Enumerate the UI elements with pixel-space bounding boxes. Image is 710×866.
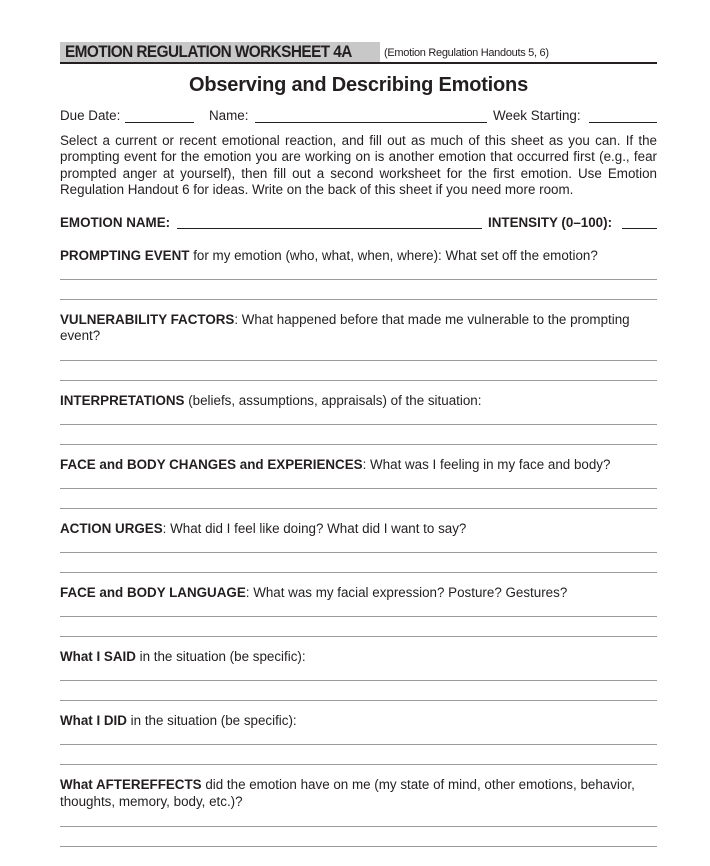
vulnerability-factors-answer-line[interactable] (60, 380, 657, 381)
week-starting-field[interactable] (589, 122, 657, 123)
interpretations-answer-line[interactable] (60, 424, 657, 425)
worksheet-label: EMOTION REGULATION WORKSHEET 4A (65, 43, 352, 61)
intensity-label: INTENSITY (0–100): (488, 215, 613, 230)
header-title-box (60, 42, 380, 62)
face-body-changes-prompt: FACE and BODY CHANGES and EXPERIENCES: What was I feeling in my face and body? (60, 457, 611, 472)
what-i-said-answer-line[interactable] (60, 700, 657, 701)
action-urges-prompt: ACTION URGES: What did I feel like doing? What did I want to say? (60, 521, 467, 536)
interpretations-prompt: INTERPRETATIONS (beliefs, assumptions, appraisals) of the situation: (60, 393, 482, 408)
prompting-event-prompt: PROMPTING EVENT for my emotion (who, what, when, where): What set off the emotion? (60, 248, 598, 263)
aftereffects-answer-line[interactable] (60, 846, 657, 847)
vulnerability-factors-prompt: VULNERABILITY FACTORS: What happened before that made me vulnerable to the prompting (60, 312, 630, 327)
action-urges-answer-line[interactable] (60, 552, 657, 553)
due-date-label: Due Date: (60, 108, 121, 123)
instructions-line: Select a current or recent emotional reaction, and fill out as much of this sheet as you can. If the (60, 133, 657, 148)
emotion-name-label: EMOTION NAME: (60, 215, 171, 230)
what-i-did-answer-line[interactable] (60, 764, 657, 765)
action-urges-answer-line[interactable] (60, 572, 657, 573)
aftereffects-prompt: What AFTEREFFECTS did the emotion have on me (my state of mind, other emotions, behavior, (60, 777, 635, 792)
aftereffects-answer-line[interactable] (60, 826, 657, 827)
instructions-line: Regulation Handout 6 for ideas. Write on the back of this sheet if you need more room. (60, 182, 574, 198)
face-body-changes-answer-line[interactable] (60, 508, 657, 509)
body-language-answer-line[interactable] (60, 616, 657, 617)
instructions-line: prompted anger at yourself), then fill out a second worksheet for the first emotion. Use Emotion (60, 165, 657, 181)
week-starting-label: Week Starting: (493, 108, 581, 123)
intensity-field[interactable] (622, 228, 657, 229)
what-i-did-answer-line[interactable] (60, 744, 657, 745)
name-field[interactable] (255, 122, 487, 123)
due-date-field[interactable] (125, 122, 194, 123)
body-language-answer-line[interactable] (60, 636, 657, 637)
prompting-event-answer-line[interactable] (60, 279, 657, 280)
interpretations-answer-line[interactable] (60, 444, 657, 445)
page-title: Observing and Describing Emotions (188, 74, 528, 96)
vulnerability-factors-answer-line[interactable] (60, 360, 657, 361)
aftereffects-prompt-cont: thoughts, memory, body, etc.)? (60, 794, 243, 809)
instructions-paragraph (60, 133, 657, 199)
body-language-prompt: FACE and BODY LANGUAGE: What was my facial expression? Posture? Gestures? (60, 585, 568, 600)
what-i-said-prompt: What I SAID in the situation (be specific): (60, 649, 306, 664)
prompting-event-answer-line[interactable] (60, 299, 657, 300)
worksheet-header (60, 42, 657, 64)
what-i-did-prompt: What I DID in the situation (be specific): (60, 713, 297, 728)
what-i-said-answer-line[interactable] (60, 680, 657, 681)
face-body-changes-answer-line[interactable] (60, 488, 657, 489)
name-label: Name: (209, 108, 249, 123)
handout-reference: (Emotion Regulation Handouts 5, 6) (384, 47, 549, 59)
emotion-name-field[interactable] (177, 228, 482, 229)
instructions-line: prompting event for the emotion you are working on is another emotion that occurred first (e.g., fear (60, 149, 657, 165)
vulnerability-factors-prompt-cont: event? (60, 328, 101, 343)
